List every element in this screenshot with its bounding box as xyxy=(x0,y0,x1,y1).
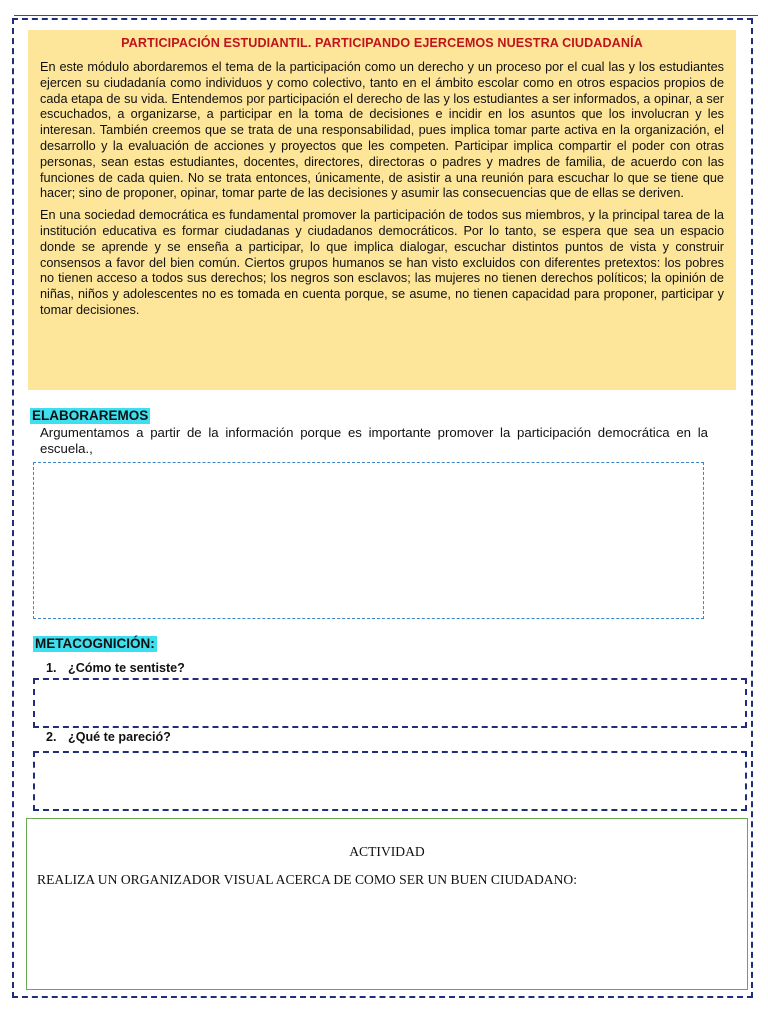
question-2-number: 2. xyxy=(46,730,57,744)
intro-paragraph-1: En este módulo abordaremos el tema de la participación como un derecho y un proceso por el cual las y los estudiantes ejercen su ciudadanía como individuos y como colectivo, tanto en el ámbito escolar como en otros espacios propios de cada etapa de su vida. Entendemos por participación el derecho de las y los estudiantes a ser informados, a opinar, a ser escuchados, a organizarse, a participar en la toma de decisiones e incidir en los asuntos que los involucran y les interesan. También creemos que se trata de una responsabilidad, pues implica tomar parte activa en la organización, el desarrollo y la evaluación de acciones y proyectos que les competen. Participar implica compartir el poder con otras personas, sean estas estudiantes, docentes, directores, directoras o padres y madres de familia, de acuerdo con las funciones de cada quien. No se trata entonces, únicamente, de asistir a una reunión para escuchar lo que se tiene que hacer; sino de proponer, opinar, tomar parte de las decisiones y asumir las consecuencias que de ellas se deriven. xyxy=(40,60,724,201)
activity-task: REALIZA UN ORGANIZADOR VISUAL ACERCA DE COMO SER UN BUEN CIUDADANO: xyxy=(37,872,577,887)
activity-box[interactable] xyxy=(26,818,748,990)
question-2-text: ¿Qué te pareció? xyxy=(68,730,171,744)
intro-section xyxy=(28,30,736,390)
elaboraremos-label: ELABORAREMOS xyxy=(32,408,149,423)
question-1-text: ¿Cómo te sentiste? xyxy=(68,661,185,675)
intro-title: PARTICIPACIÓN ESTUDIANTIL. PARTICIPANDO EJERCEMOS NUESTRA CIUDADANÍA xyxy=(121,36,643,50)
elaboraremos-prompt: Argumentamos a partir de la información porque es importante promover la participación democrática en la escuela., xyxy=(40,425,708,456)
question-1 xyxy=(46,661,185,675)
question-1-number: 1. xyxy=(46,661,57,675)
question-1-answer-box[interactable] xyxy=(33,678,747,728)
intro-paragraph-2: En una sociedad democrática es fundamental promover la participación de todos sus miembros, y la principal tarea de la institución educativa es formar ciudadanas y ciudadanos democráticos. Por lo tanto, se espera que sea un espacio donde se aprende y se enseña a participar, lo que implica dialogar, escuchar distintos puntos de vista y construir consensos a favor del bien común. Ciertos grupos humanos se han visto excluidos con diferentes pretextos: los pobres no tienen acceso a todos sus derechos; los negros son esclavos; las mujeres no tienen derechos políticos; la opinión de niñas, niños y adolescentes no es tomada en cuenta porque, se asume, no tienen capacidad para proponer, participar y tomar decisiones. xyxy=(40,208,724,317)
question-2 xyxy=(46,730,171,744)
question-2-answer-box[interactable] xyxy=(33,751,747,811)
top-rule xyxy=(14,15,758,16)
argument-answer-box[interactable] xyxy=(33,462,704,619)
activity-title: ACTIVIDAD xyxy=(349,844,425,859)
metacognicion-label: METACOGNICIÓN: xyxy=(35,636,155,651)
